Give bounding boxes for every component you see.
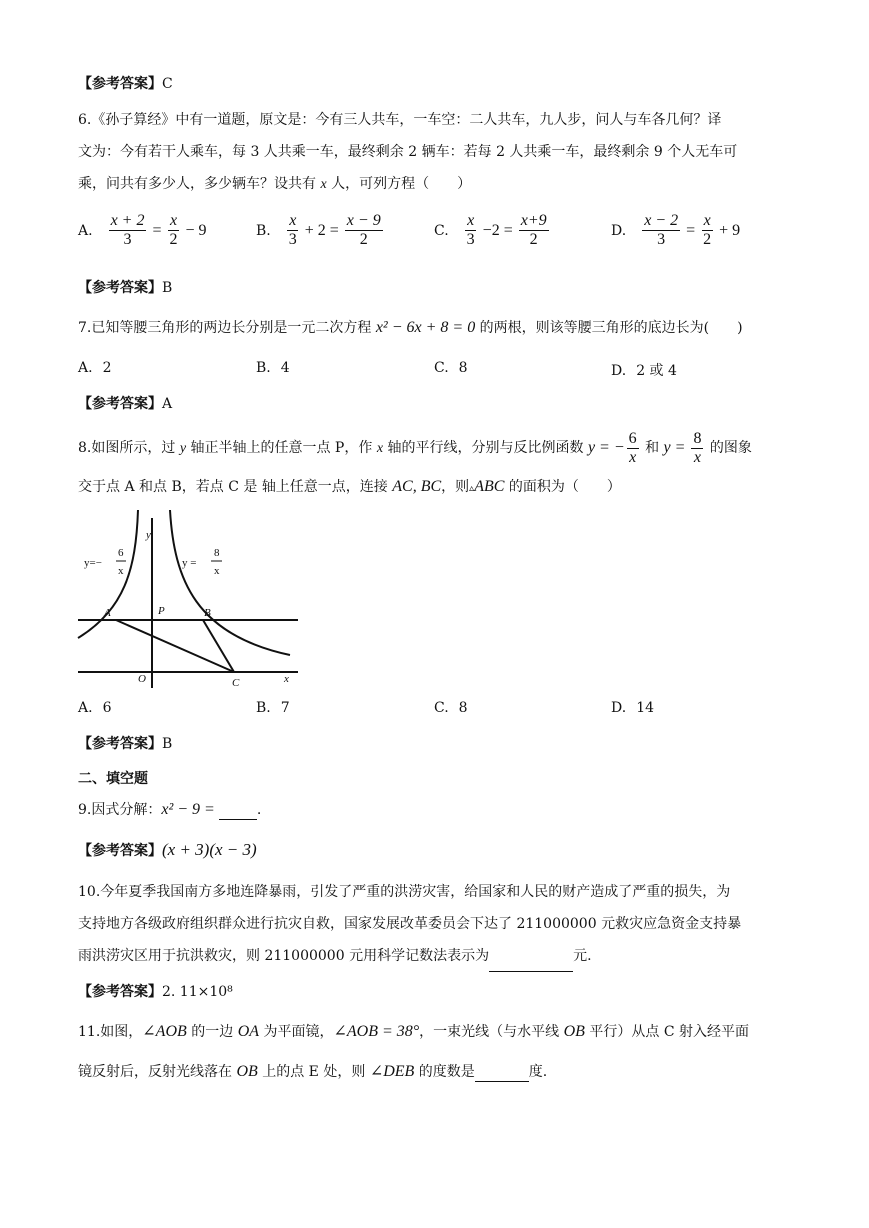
option-value: 2 或 4 bbox=[636, 363, 677, 379]
frac-num: 8 bbox=[693, 429, 702, 447]
q11-text: 的度数是 bbox=[414, 1064, 475, 1080]
q10-line3b: 元. bbox=[573, 948, 592, 964]
q8-figure bbox=[76, 510, 300, 690]
q8-abc: ABC bbox=[474, 478, 505, 495]
option-a[interactable] bbox=[78, 212, 207, 249]
frac-den: 3 bbox=[657, 231, 666, 248]
fraction bbox=[109, 212, 147, 249]
option-label: C. bbox=[434, 222, 449, 239]
option-c[interactable] bbox=[434, 212, 551, 249]
answer-label: 【参考答案】 bbox=[78, 736, 162, 752]
triangle-icon: ▵ bbox=[469, 483, 475, 494]
q9-text: 9.因式分解： bbox=[78, 802, 162, 818]
question-9 bbox=[78, 800, 261, 820]
q11-angle: ∠AOB bbox=[142, 1023, 187, 1040]
q6-line2: 文为：今有若干人乘车，每 3 人共乘一车，最终剩余 2 辆车：若每 2 人共乘一车，最终剩余 9 个人无车可 bbox=[78, 144, 738, 160]
q8-var-x: x bbox=[376, 441, 384, 456]
q7-text-b: 的两根，则该等腰三角形的底边长为( ) bbox=[475, 320, 743, 336]
option-label: A. bbox=[78, 700, 93, 716]
q8-f1-lhs: y = − bbox=[587, 439, 625, 456]
q8-text: ，则 bbox=[441, 479, 470, 495]
fraction bbox=[519, 212, 549, 249]
q11-line1 bbox=[78, 1022, 749, 1042]
frac-num: x bbox=[289, 212, 297, 229]
option-a[interactable] bbox=[78, 360, 111, 376]
q8-text: 轴正半轴上的任意一点 P，作 bbox=[186, 440, 377, 456]
frac-num: x − 2 bbox=[644, 212, 679, 229]
frac-num: x + 2 bbox=[110, 212, 145, 229]
frac-num: x bbox=[467, 212, 475, 229]
label-y: y bbox=[146, 529, 151, 541]
option-d[interactable] bbox=[611, 700, 654, 716]
q11-angle: ∠DEB bbox=[369, 1063, 415, 1080]
option-tail: + 9 bbox=[715, 221, 741, 239]
q7-text-a: 7.已知等腰三角形的两边长分别是一元二次方程 bbox=[78, 320, 376, 336]
q11-seg: OA bbox=[237, 1023, 260, 1040]
q8-answer bbox=[78, 734, 172, 754]
option-b[interactable] bbox=[256, 700, 290, 716]
q11-line2 bbox=[78, 1062, 547, 1082]
option-label: C. bbox=[434, 700, 449, 716]
q11-seg: OB bbox=[563, 1023, 585, 1040]
frac-den: 3 bbox=[466, 231, 475, 248]
q11-blank[interactable] bbox=[475, 1063, 529, 1082]
frac-num: x − 9 bbox=[346, 212, 381, 229]
q10-line2: 支持地方各级政府组织群众进行抗灾自救，国家发展改革委员会下达了 211000000 元救灾应急资金支持暴 bbox=[78, 916, 742, 932]
frac-den: 3 bbox=[288, 231, 297, 248]
fraction bbox=[168, 212, 180, 249]
label-f1-num: 6 bbox=[118, 547, 124, 559]
label-f1-den: x bbox=[118, 565, 124, 577]
q8-text: 交于点 A 和点 B，若点 C 是 bbox=[78, 479, 262, 495]
label-f1: y=− bbox=[84, 557, 102, 569]
answer-value: A bbox=[162, 396, 173, 412]
q8-line2 bbox=[78, 477, 621, 499]
answer-label: 【参考答案】 bbox=[78, 76, 162, 92]
label-f2: y = bbox=[182, 557, 197, 569]
q6-answer bbox=[78, 278, 172, 298]
option-value: 14 bbox=[636, 700, 655, 716]
option-tail: − 9 bbox=[181, 221, 207, 239]
option-mid: = bbox=[148, 221, 166, 239]
option-a[interactable] bbox=[78, 700, 111, 716]
option-value: 2 bbox=[102, 360, 112, 376]
q8-f1-frac bbox=[627, 430, 639, 467]
q11-text: 为平面镜， bbox=[259, 1024, 334, 1040]
q11-text: 平行）从点 C 射入经平面 bbox=[584, 1024, 750, 1040]
option-label: A. bbox=[78, 222, 93, 239]
frac-num: 6 bbox=[628, 429, 637, 447]
label-O: O bbox=[138, 673, 146, 685]
frac-den: 2 bbox=[703, 231, 712, 248]
q10-line1: 10.今年夏季我国南方多地连降暴雨，引发了严重的洪涝灾害，给国家和人民的财产造成了严重的损失，为 bbox=[78, 884, 731, 900]
q8-var-y: y bbox=[179, 441, 187, 456]
q8-text: 的图象 bbox=[705, 440, 752, 456]
answer-label: 【参考答案】 bbox=[78, 984, 162, 1000]
q11-angle-value: ∠AOB = 38° bbox=[333, 1023, 420, 1040]
question-7 bbox=[78, 318, 743, 338]
label-x: x bbox=[284, 673, 289, 685]
q11-text: 的一边 bbox=[186, 1024, 238, 1040]
option-d[interactable] bbox=[611, 360, 677, 380]
q11-text: 上的点 E 处，则 bbox=[257, 1064, 370, 1080]
answer-label: 【参考答案】 bbox=[78, 280, 162, 296]
q8-ac-bc: AC, BC bbox=[392, 478, 442, 495]
answer-value: (x + 3)(x − 3) bbox=[162, 840, 257, 859]
label-P: P bbox=[158, 605, 165, 617]
fraction bbox=[465, 212, 477, 249]
frac-den: 2 bbox=[359, 231, 368, 248]
answer-value: 2. 11×10⁸ bbox=[162, 984, 233, 1000]
option-value: 6 bbox=[102, 700, 112, 716]
segment-AC bbox=[116, 620, 234, 672]
q11-text: 度. bbox=[528, 1064, 548, 1080]
q10-blank[interactable] bbox=[489, 951, 573, 972]
option-value: 8 bbox=[458, 700, 468, 716]
fraction bbox=[701, 212, 713, 249]
fraction bbox=[287, 212, 299, 249]
q9-tail: . bbox=[256, 802, 262, 818]
q6-line3 bbox=[78, 168, 790, 201]
q9-blank[interactable] bbox=[219, 819, 257, 820]
q8-text: 轴上任意一点，连接 bbox=[261, 479, 393, 495]
answer-value: B bbox=[162, 736, 173, 752]
option-label: D. bbox=[611, 222, 627, 239]
label-f2-den: x bbox=[214, 565, 220, 577]
q11-seg: OB bbox=[236, 1063, 258, 1080]
option-b[interactable] bbox=[256, 212, 385, 249]
option-label: B. bbox=[256, 222, 271, 239]
option-c[interactable] bbox=[434, 360, 468, 376]
label-C: C bbox=[232, 677, 240, 689]
q6-var: x bbox=[320, 177, 327, 192]
frac-num: x bbox=[703, 212, 711, 229]
frac-den: 3 bbox=[123, 231, 132, 248]
q8-text: 和 bbox=[640, 440, 664, 456]
q11-text: ，一束光线（与水平线 bbox=[419, 1024, 564, 1040]
q10-answer bbox=[78, 982, 233, 1002]
question-10 bbox=[78, 876, 790, 972]
q8-line1 bbox=[78, 428, 752, 469]
curve-y-8-over-x bbox=[170, 510, 290, 655]
q10-line3 bbox=[78, 940, 790, 972]
option-label: D. bbox=[611, 700, 627, 716]
question-6 bbox=[78, 104, 790, 201]
fraction bbox=[642, 212, 680, 249]
option-label: A. bbox=[78, 360, 93, 376]
option-value: 8 bbox=[458, 360, 468, 376]
frac-den: 2 bbox=[169, 231, 178, 248]
q8-text: 轴的平行线，分别与反比例函数 bbox=[383, 440, 588, 456]
option-label: B. bbox=[256, 360, 271, 376]
answer-label: 【参考答案】 bbox=[78, 396, 162, 412]
option-c[interactable] bbox=[434, 700, 468, 716]
q11-text: 镜反射后，反射光线落在 bbox=[78, 1064, 237, 1080]
q5-answer bbox=[78, 74, 173, 94]
frac-den: x bbox=[693, 448, 701, 466]
label-A: A bbox=[104, 607, 111, 619]
q8-f2-lhs: y = bbox=[663, 439, 690, 456]
answer-value: C bbox=[162, 76, 173, 92]
section-title: 二、填空题 bbox=[78, 771, 148, 787]
q9-equation: x² − 9 = bbox=[161, 801, 219, 818]
answer-label: 【参考答案】 bbox=[78, 843, 162, 859]
answer-value: B bbox=[162, 280, 173, 296]
q8-f2-frac bbox=[691, 430, 703, 467]
option-value: 7 bbox=[280, 700, 290, 716]
frac-den: x bbox=[629, 448, 637, 466]
label-f2-num: 8 bbox=[214, 547, 220, 559]
option-mid: + 2 = bbox=[300, 221, 343, 239]
frac-den: 2 bbox=[529, 231, 538, 248]
q8-text: 8.如图所示，过 bbox=[78, 440, 180, 456]
q6-line3b: 人，可列方程（ ） bbox=[326, 176, 472, 192]
option-mid: −2 = bbox=[478, 221, 517, 239]
q6-line3a: 乘，问共有多少人，多少辆车？设共有 bbox=[78, 176, 321, 192]
option-value: 4 bbox=[280, 360, 290, 376]
q11-text: 11.如图， bbox=[78, 1024, 143, 1040]
fraction bbox=[345, 212, 383, 249]
frac-num: x+9 bbox=[520, 212, 547, 229]
option-label: B. bbox=[256, 700, 271, 716]
q10-line3a: 雨洪涝灾区用于抗洪救灾，则 211000000 元用科学记数法表示为 bbox=[78, 948, 490, 964]
label-B: B bbox=[204, 607, 211, 619]
option-d[interactable] bbox=[611, 212, 740, 249]
q7-answer bbox=[78, 394, 172, 414]
q8-text: 的面积为（ ） bbox=[504, 479, 621, 495]
q6-line1: 6.《孙子算经》中有一道题，原文是：今有三人共车，一车空：二人共车，九人步，问人与车各几何？译 bbox=[78, 112, 722, 128]
option-label: D. bbox=[611, 363, 627, 379]
option-mid: = bbox=[682, 221, 700, 239]
q7-equation: x² − 6x + 8 = 0 bbox=[375, 319, 476, 336]
option-label: C. bbox=[434, 360, 449, 376]
option-b[interactable] bbox=[256, 360, 290, 376]
q9-answer bbox=[78, 840, 257, 861]
frac-num: x bbox=[169, 212, 178, 229]
